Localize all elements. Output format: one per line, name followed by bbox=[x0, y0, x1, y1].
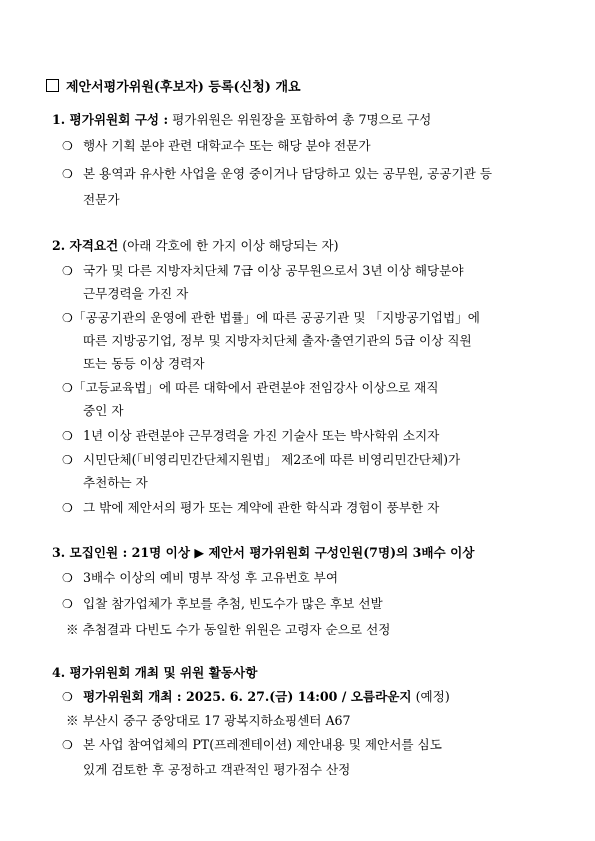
bullet-icon: ❍ bbox=[62, 571, 73, 585]
bullet-icon: ❍ bbox=[62, 501, 73, 515]
bullet-icon: ❍ bbox=[62, 311, 73, 325]
s1-item-1: 행사 기획 분야 관련 대학교수 또는 해당 분야 전문가 bbox=[83, 138, 371, 153]
document-title: 제안서평가위원(후보자) 등록(신청) 개요 bbox=[46, 79, 301, 96]
s4-item-line-1: 본 사업 참여업체의 PT(프레젠테이션) 제안내용 및 제안서를 심도 bbox=[83, 737, 442, 752]
s2-item-6: 그 밖에 제안서의 평가 또는 계약에 관한 학식과 경험이 풍부한 자 bbox=[83, 500, 440, 515]
section-3-heading: 3. 모집인원 : 21명 이상 ▶ 제안서 평가위원회 구성인원(7명)의 3배수 이상 bbox=[52, 545, 475, 560]
s2-item-1-line-2: 근무경력을 가진 자 bbox=[83, 286, 189, 301]
s3-item-2: 입찰 참가업체가 후보를 추첨, 빈도수가 많은 후보 선발 bbox=[83, 596, 383, 611]
bullet-icon: ❍ bbox=[62, 381, 73, 395]
s2-item-2-line-1: 「공공기관의 운영에 관한 법률」에 따른 공공기관 및 「지방공기업법」에 bbox=[73, 310, 480, 325]
s4-item-line-2: 있게 검토한 후 공정하고 객관적인 평가점수 산정 bbox=[83, 762, 351, 777]
section-1-heading: 1. 평가위원회 구성 : 평가위원은 위원장을 포함하여 총 7명으로 구성 bbox=[52, 112, 432, 127]
s4-note: ※ 부산시 중구 중앙대로 17 광복지하쇼핑센터 A67 bbox=[66, 713, 351, 728]
s3-note: ※ 추첨결과 다빈도 수가 동일한 위원은 고령자 순으로 선정 bbox=[66, 622, 391, 637]
bullet-icon: ❍ bbox=[62, 264, 73, 278]
bullet-icon: ❍ bbox=[62, 453, 73, 467]
s3-item-1: 3배수 이상의 예비 명부 작성 후 고유번호 부여 bbox=[83, 570, 339, 585]
s2-item-5-line-2: 추천하는 자 bbox=[83, 475, 148, 490]
bullet-icon: ❍ bbox=[62, 738, 73, 752]
bullet-icon: ❍ bbox=[62, 167, 73, 181]
s2-item-3-line-2: 중인 자 bbox=[83, 403, 124, 418]
s2-item-2-line-3: 또는 동등 이상 경력자 bbox=[83, 356, 205, 371]
s4-meeting: 평가위원회 개최 : 2025. 6. 27.(금) 14:00 / 오름라운지 (예정) bbox=[83, 689, 450, 704]
bullet-icon: ❍ bbox=[62, 597, 73, 611]
s1-item-2-line-1: 본 용역과 유사한 사업을 운영 중이거나 담당하고 있는 공무원, 공공기관 등 bbox=[83, 166, 493, 181]
section-2-heading: 2. 자격요건 (아래 각호에 한 가지 이상 해당되는 자) bbox=[52, 238, 339, 253]
checkbox-square-icon bbox=[46, 79, 59, 92]
s2-item-5-line-1: 시민단체(「비영리민간단체지원법」 제2조에 따른 비영리민간단체)가 bbox=[83, 452, 461, 467]
s2-item-4: 1년 이상 관련분야 근무경력을 가진 기술사 또는 박사학위 소지자 bbox=[83, 428, 440, 443]
bullet-icon: ❍ bbox=[62, 429, 73, 443]
bullet-icon: ❍ bbox=[62, 139, 73, 153]
s1-item-2-line-2: 전문가 bbox=[83, 192, 120, 207]
s2-item-3-line-1: 「고등교육법」에 따른 대학에서 관련분야 전임강사 이상으로 재직 bbox=[73, 380, 439, 395]
s2-item-1-line-1: 국가 및 다른 지방자치단체 7급 이상 공무원으로서 3년 이상 해당분야 bbox=[83, 263, 464, 278]
s2-item-2-line-2: 따른 지방공기업, 정부 및 지방자치단체 출자·출연기관의 5급 이상 직원 bbox=[83, 333, 472, 348]
bullet-icon: ❍ bbox=[62, 690, 73, 704]
section-4-heading: 4. 평가위원회 개최 및 위원 활동사항 bbox=[52, 665, 258, 680]
